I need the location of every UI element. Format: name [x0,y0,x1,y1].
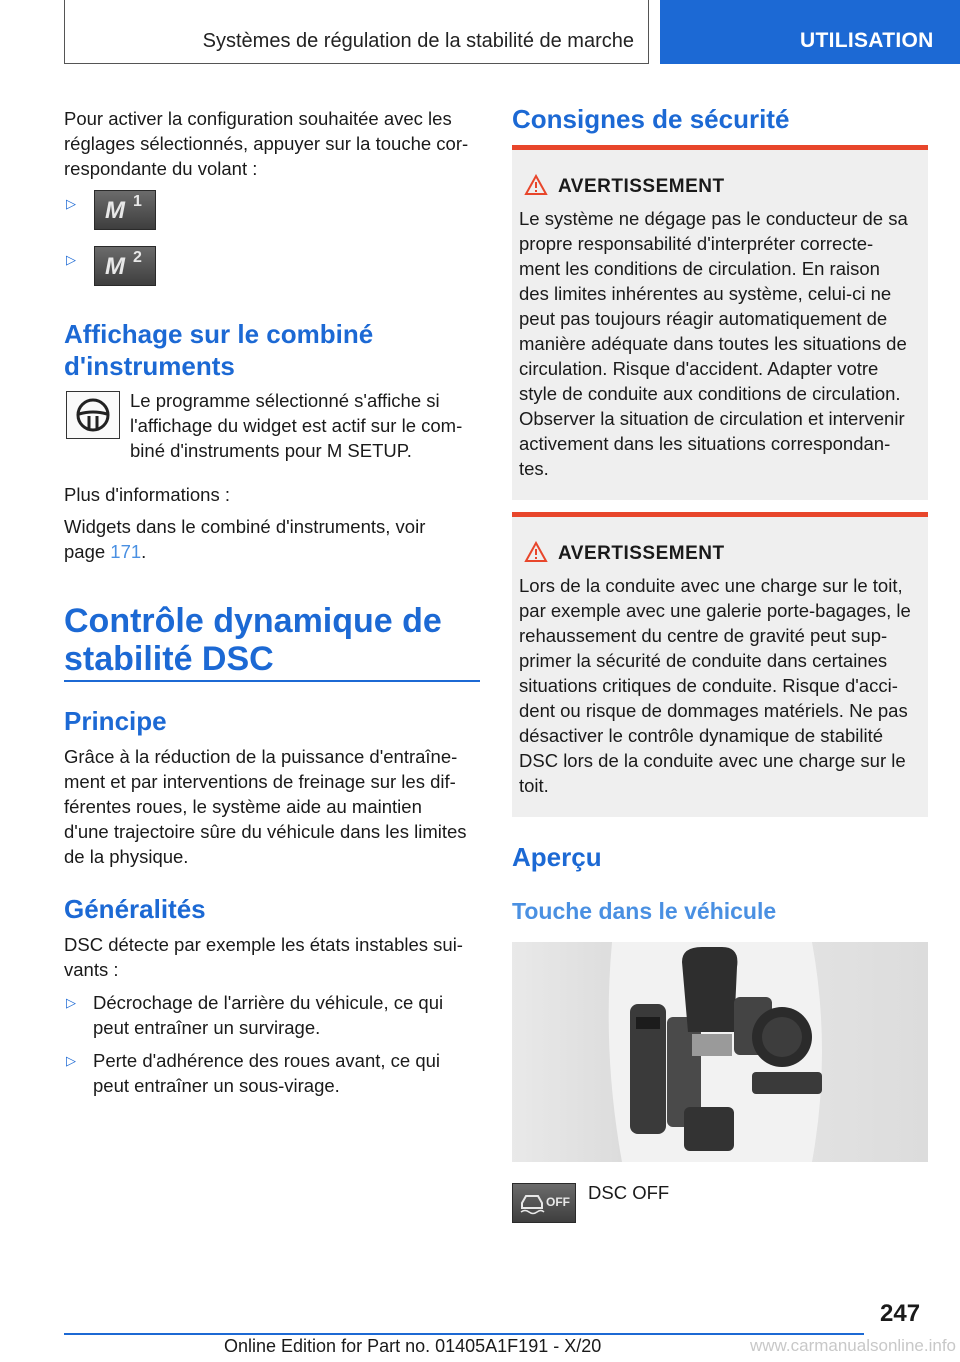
intro-line: réglages sélectionnés, appuyer sur la touche cor- [64,133,469,154]
header-chapter-label: UTILISATION [800,29,934,52]
text-line: l'affichage du widget est actif sur le com- [130,415,463,436]
text-line: Widgets dans le combiné d'instruments, voir [64,516,426,537]
text-line: Observer la situation de circulation et intervenir [519,408,905,429]
text-line: d'une trajectoire sûre du véhicule dans les limites [64,821,467,842]
warning-box-2 [512,512,928,817]
heading-principe: Principe [64,706,167,736]
dsc-icon-text: OFF [546,1195,570,1209]
text-line: des limites inhérentes au système, celui-ci ne [519,283,892,304]
heading-consignes: Consignes de sécurité [512,104,790,134]
m1-button-icon [94,190,156,230]
watermark: www.carmanualsonline.info [750,1336,956,1355]
affichage-paragraph [130,388,480,463]
bullet-triangle-icon: ▷ [66,252,76,267]
m2-number: 2 [133,249,142,266]
text-line: peut entraîner un survirage. [93,1017,321,1038]
warning-title: AVERTISSEMENT [558,176,725,197]
text-line: de la physique. [64,846,189,867]
text-line: DSC détecte par exemple les états instables sui- [64,934,463,955]
bullet-triangle-icon: ▷ [66,1053,76,1068]
text-line: style de conduite aux conditions de circulation. [519,383,901,404]
heading-affichage [64,318,484,382]
text-line: Lors de la conduite avec une charge sur le toit, [519,575,903,596]
steering-wheel-icon [66,391,120,439]
text-line: ment et par interventions de freinage sur les dif- [64,771,456,792]
text-line: rehaussement du centre de gravité peut sup- [519,625,888,646]
section-divider [64,680,480,682]
text-line: circulation. Risque d'accident. Adapter votre [519,358,879,379]
footer-divider [64,1333,864,1335]
principe-paragraph [64,744,484,869]
generalites-paragraph [64,932,484,982]
intro-paragraph [64,106,484,181]
text-line: DSC lors de la conduite avec une charge sur le [519,750,906,771]
text-line: situations critiques de conduite. Risque d'acci- [519,675,898,696]
dsc-off-button-icon [512,1183,576,1223]
m2-button-icon [94,246,156,286]
text-line: tes. [519,458,549,479]
warning-body [519,573,924,798]
plus-info-text: Plus d'informations : [64,484,230,505]
footer-edition: Online Edition for Part no. 01405A1F191 - X/20 [224,1336,602,1356]
heading-apercu: Aperçu [512,842,602,872]
text-line: Perte d'adhérence des roues avant, ce qui [93,1050,441,1071]
warning-triangle-icon [524,541,548,563]
heading-line: Contrôle dynamique de [64,602,442,640]
text-line: férentes roues, le système aide au maintien [64,796,422,817]
page-word: page [64,541,106,562]
header-chapter-tab[interactable] [660,0,960,64]
text-line: Le système ne dégage pas le conducteur de sa [519,208,908,229]
text-line: propre responsabilité d'interpréter correcte- [519,233,874,254]
bullet-triangle-icon: ▷ [66,196,76,211]
intro-line: Pour activer la configuration souhaitée avec les [64,108,452,129]
center-console-photo [512,942,928,1162]
warning-box-1 [512,145,928,500]
header-section-box [64,0,649,64]
text-line: Grâce à la réduction de la puissance d'entraîne- [64,746,458,767]
text-line: Le programme sélectionné s'affiche si [130,390,440,411]
heading-line: Affichage sur le combiné [64,319,374,349]
warning-title: AVERTISSEMENT [558,543,725,564]
text-line: dent ou risque de dommages matériels. Ne pas [519,700,908,721]
bullet-item [93,990,483,1040]
text-line: vants : [64,959,119,980]
heading-touche: Touche dans le véhicule [512,898,777,924]
heading-line: d'instruments [64,351,235,381]
m1-number: 1 [133,193,142,210]
widgets-reference [64,514,484,564]
warning-body [519,206,924,481]
text-line: ment les conditions de circulation. En raison [519,258,880,279]
heading-dsc [64,602,484,678]
page-number: 247 [880,1300,921,1327]
bullet-item [93,1048,483,1098]
text-line: par exemple avec une galerie porte-bagages, le [519,600,911,621]
page-reference [64,539,484,564]
text-line: biné d'instruments pour M SETUP. [130,440,412,461]
warning-triangle-icon [524,174,548,196]
intro-line: respondante du volant : [64,158,258,179]
heading-generalites: Généralités [64,894,206,924]
dsc-off-label: DSC OFF [588,1182,670,1203]
heading-line: stabilité DSC [64,640,274,678]
page-link[interactable]: 171 [110,541,142,562]
text-line: primer la sécurité de conduite dans certaines [519,650,888,671]
text-line: désactiver le contrôle dynamique de stabilité [519,725,884,746]
text-line: toit. [519,775,549,796]
bullet-triangle-icon: ▷ [66,995,76,1010]
text-line: Décrochage de l'arrière du véhicule, ce qui [93,992,444,1013]
text-line: peut pas toujours réagir automatiquement de [519,308,888,329]
m1-letter: M [105,197,125,224]
text-line: manière adéquate dans toutes les situations de [519,333,907,354]
text-line: peut entraîner un sous-virage. [93,1075,340,1096]
header-section-title: Systèmes de régulation de la stabilité de marche [202,30,634,52]
text-line: activement dans les situations correspondan- [519,433,891,454]
m2-letter: M [105,253,125,280]
page-dot: . [141,541,147,562]
